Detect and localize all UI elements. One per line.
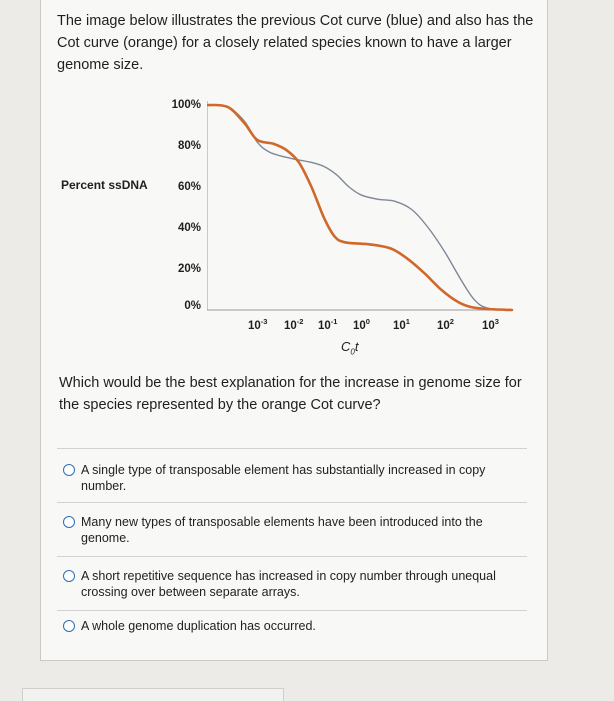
next-card-edge [22, 688, 284, 701]
divider [57, 502, 527, 503]
x-tick-label: $10^0$ [353, 317, 370, 332]
answer-option-3[interactable] [63, 568, 513, 600]
orange-cot-curve [207, 105, 512, 310]
y-axis-label: Percent ssDNA [61, 178, 148, 192]
y-tick-label: 100% [171, 99, 201, 111]
answer-option-text: A single type of transposable element has substantially increased in copy number. [81, 463, 486, 493]
axis-lines [207, 101, 512, 310]
y-tick-label: 80% [177, 140, 201, 152]
answer-option-text: A short repetitive sequence has increased in copy number through unequal crossing over between separate arrays. [81, 569, 496, 599]
answer-option-2[interactable] [63, 514, 513, 546]
question-text: Which would be the best explanation for the increase in genome size for the species represented by the orange Cot curve? [59, 375, 522, 413]
question-card [40, 0, 548, 661]
radio-button[interactable] [63, 570, 75, 582]
x-tick-label: $10^1$ [393, 317, 410, 332]
radio-button[interactable] [63, 464, 75, 476]
intro-text: The image below illustrates the previous Cot curve (blue) and also has the Cot curve (orange) for a closely related species known to have a larger genome size. [57, 13, 534, 73]
radio-button[interactable] [63, 516, 75, 528]
x-tick-label: $10^2$ [437, 317, 454, 332]
y-tick-label: 40% [177, 222, 201, 234]
answer-option-1[interactable] [63, 462, 513, 494]
answer-option-4[interactable] [63, 618, 513, 634]
y-tick-label: 60% [177, 181, 201, 193]
divider [57, 610, 527, 611]
divider [57, 556, 527, 557]
y-tick-label: 0% [184, 300, 201, 312]
cot-curve-plot [207, 95, 527, 320]
x-tick-label: $10^{-1}$ [318, 317, 338, 332]
cot-curve-figure [57, 95, 537, 365]
x-axis-label: $C_0t$ [341, 339, 359, 357]
y-tick-label: 20% [177, 263, 201, 275]
x-tick-label: $10^3$ [482, 317, 499, 332]
answer-option-text: Many new types of transposable elements have been introduced into the genome. [81, 515, 483, 545]
x-tick-label: $10^{-3}$ [248, 317, 268, 332]
answer-option-text: A whole genome duplication has occurred. [81, 619, 316, 633]
radio-button[interactable] [63, 620, 75, 632]
x-tick-label: $10^{-2}$ [284, 317, 304, 332]
divider [57, 448, 527, 449]
